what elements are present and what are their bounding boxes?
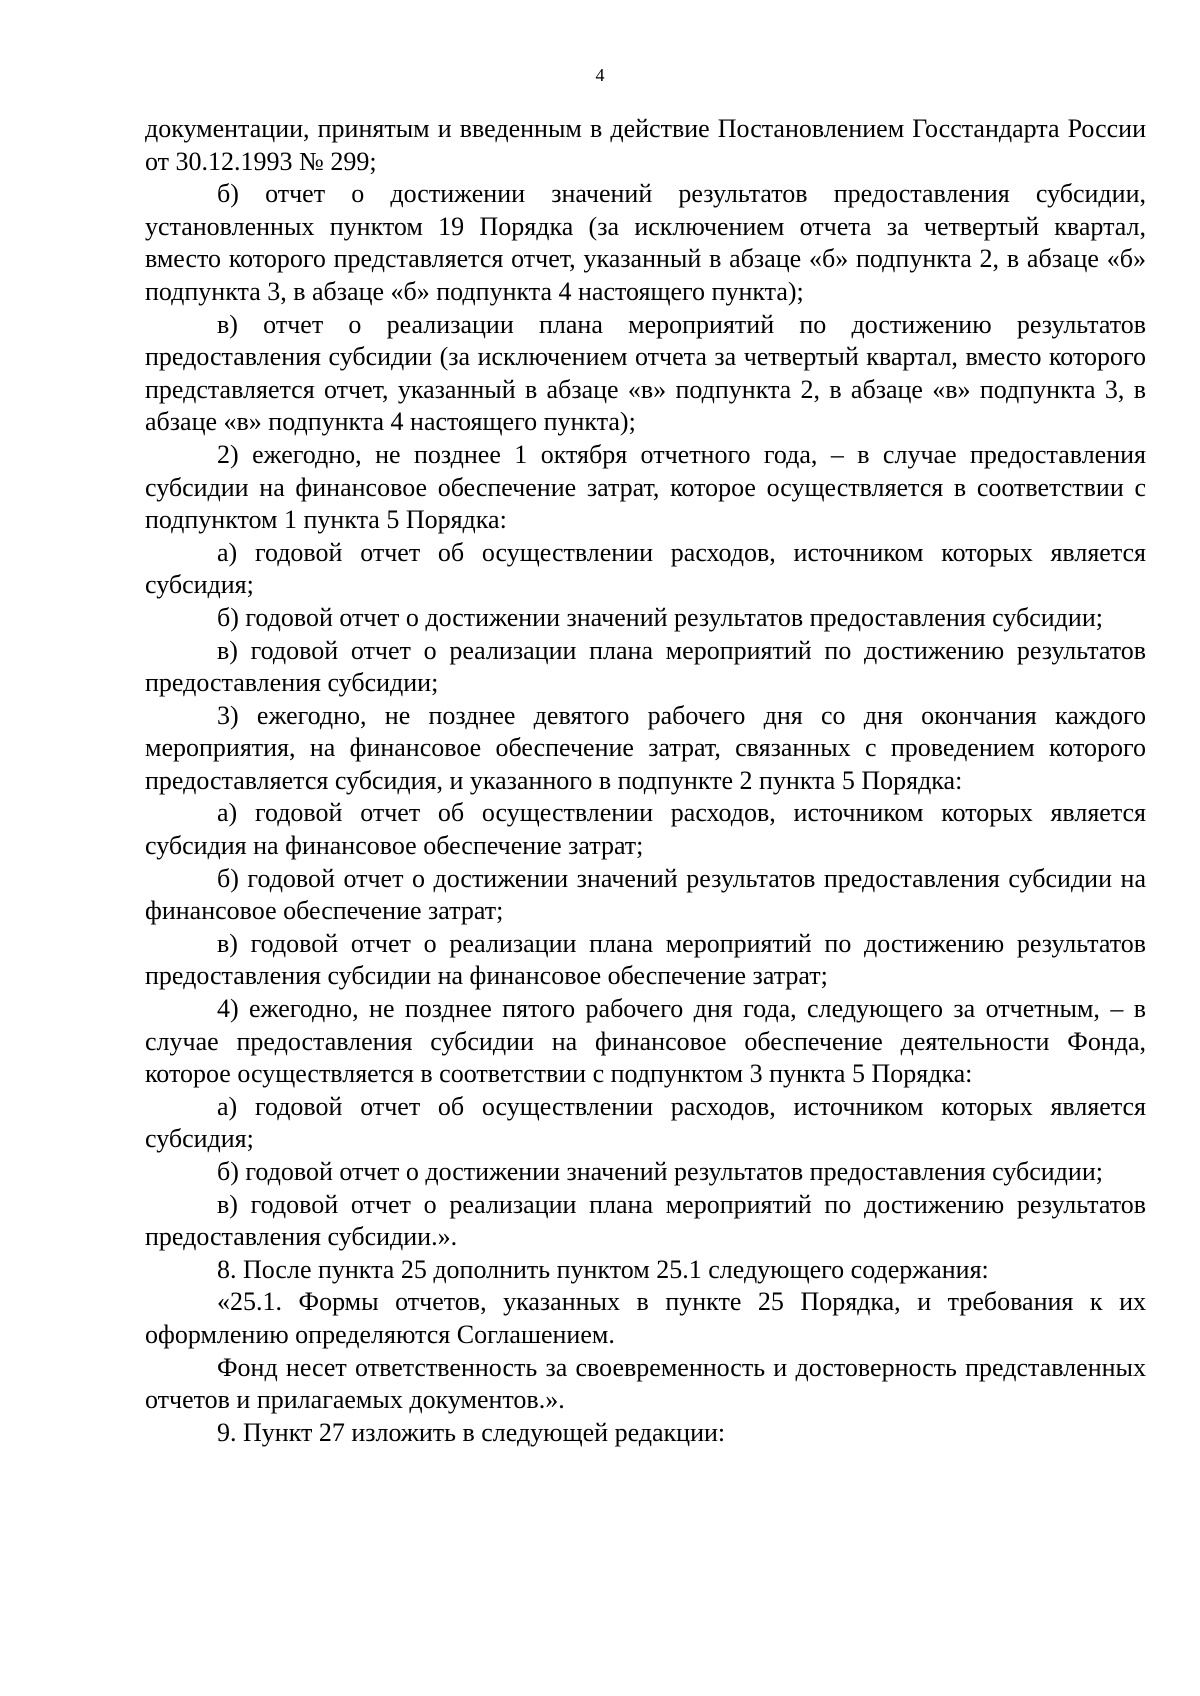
- document-body: [145, 113, 1146, 1449]
- paragraph: в) годовой отчет о реализации плана мероприятий по достижению результатов предоставления субсидии.».: [145, 1189, 1146, 1252]
- paragraph: б) годовой отчет о достижении значений результатов предоставления субсидии на финансовое обеспечение затрат;: [145, 863, 1146, 926]
- paragraph: Фонд несет ответственность за своевременность и достоверность представленных отчетов и прилагаемых документов.».: [145, 1352, 1146, 1415]
- paragraph: в) годовой отчет о реализации плана мероприятий по достижению результатов предоставления субсидии;: [145, 635, 1146, 698]
- paragraph: а) годовой отчет об осуществлении расходов, источником которых является субсидия;: [145, 537, 1146, 600]
- paragraph: б) отчет о достижении значений результатов предоставления субсидии, установленных пунктом 19 Порядка (за исключением отчета за четвертый квартал, вместо которого представляется отчет, указанный в абзаце «б» подпункта 2, в абзаце «б» подпункта 3, в абзаце «б» подпункта 4 настоящего пункта);: [145, 179, 1146, 306]
- paragraph: документации, принятым и введенным в действие Постановлением Госстандарта России от 30.12.1993 № 299;: [145, 114, 1146, 176]
- paragraph: б) годовой отчет о достижении значений результатов предоставления субсидии;: [217, 1157, 1103, 1186]
- paragraph: б) годовой отчет о достижении значений результатов предоставления субсидии;: [217, 602, 1103, 632]
- paragraph: 4) ежегодно, не позднее пятого рабочего дня года, следующего за отчетным, – в случае предоставления субсидии на финансовое обеспечение деятельности Фонда, которое осуществляется в соответствии с подпунктом 3 пункта 5 Порядка:: [145, 994, 1146, 1089]
- paragraph: 9. Пункт 27 изложить в следующей редакции:: [217, 1417, 726, 1447]
- paragraph: 3) ежегодно, не позднее девятого рабочего дня со дня окончания каждого мероприятия, на финансовое обеспечение затрат, связанных с проведением которого предоставляется субсидия, и указанного в подпункте 2 пункта 5 Порядка:: [145, 700, 1146, 795]
- paragraph: а) годовой отчет об осуществлении расходов, источником которых является субсидия на финансовое обеспечение затрат;: [145, 798, 1146, 861]
- paragraph: 8. После пункта 25 дополнить пунктом 25.1 следующего содержания:: [217, 1254, 989, 1284]
- paragraph: в) отчет о реализации плана мероприятий по достижению результатов предоставления субсидии (за исключением отчета за четвертый квартал, вместо которого представляется отчет, указанный в абзаце «в» подпункта 2, в абзаце «в» подпункта 3, в абзаце «в» подпункта 4 настоящего пункта);: [145, 309, 1146, 437]
- paragraph: 2) ежегодно, не позднее 1 октября отчетного года, – в случае предоставления субсидии на финансовое обеспечение затрат, которое осуществляется в соответствии с подпунктом 1 пункта 5 Порядка:: [145, 439, 1146, 535]
- paragraph: «25.1. Формы отчетов, указанных в пункте 25 Порядка, и требования к их оформлению определяются Соглашением.: [145, 1287, 1146, 1349]
- page-number: 4: [595, 65, 605, 85]
- paragraph: в) годовой отчет о реализации плана мероприятий по достижению результатов предоставления субсидии на финансовое обеспечение затрат;: [145, 928, 1146, 991]
- paragraph: а) годовой отчет об осуществлении расходов, источником которых является субсидия;: [145, 1091, 1146, 1154]
